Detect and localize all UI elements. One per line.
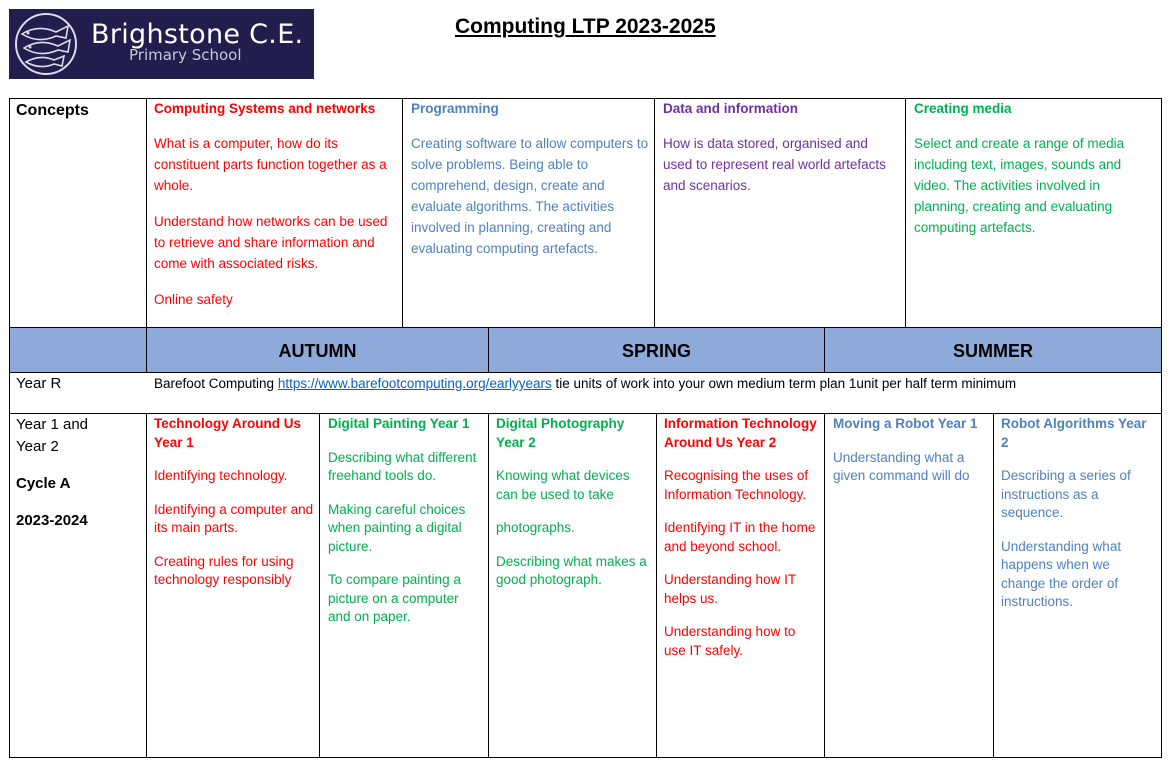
table-column-rule [319,413,320,758]
unit-item: Identifying a computer and its main parts. [154,501,314,535]
unit-heading: Digital Photography Year 2 [496,416,625,450]
logo-school-name: Brighstone C.E. [91,19,304,50]
table-column-rule [656,413,657,758]
unit-item: Creating rules for using technology responsibly [154,553,294,587]
barefoot-link[interactable]: https://www.barefootcomputing.org/earlyyears [277,376,552,391]
unit-heading: Digital Painting Year 1 [328,416,470,431]
unit-heading: Robot Algorithms Year 2 [1001,416,1147,450]
unit-heading: Information Technology Around Us Year 2 [664,416,817,450]
unit-item: To compare painting a picture on a computer and on paper. [328,572,461,624]
year12-label-line2: Year 2 [16,438,59,455]
table-column-rule [488,413,489,758]
unit-moving-a-robot [833,415,989,486]
unit-digital-photography [496,415,652,590]
year-r-label: Year R [16,375,62,392]
year-r-text-before: Barefoot Computing [154,376,278,391]
concept-text: Understand how networks can be used to retrieve and share information and come with associated risks. [154,214,388,271]
table-column-rule [146,413,147,758]
table-border-right [1161,98,1162,758]
logo-school-subtitle: Primary School [129,46,242,64]
year-r-text [154,374,1154,393]
table-column-rule [488,327,489,373]
table-rule [9,372,1162,373]
concept-heading: Computing Systems and networks [154,101,376,116]
unit-item: Understanding what a given command will do [833,449,970,483]
cycle-label: Cycle A [16,475,71,492]
unit-item: Making careful choices when painting a digital picture. [328,501,466,554]
unit-item: Describing what different freehand tools do. [328,449,477,483]
table-column-rule [824,327,825,373]
concept-heading: Programming [411,101,499,116]
unit-item: Knowing what devices can be used to take [496,468,630,502]
concept-text: Online safety [154,292,233,307]
concept-text: What is a computer, how do its constituent parts function together as a whole. [154,136,387,193]
unit-item: Describing what makes a good photograph. [496,553,647,587]
table-column-rule [146,98,147,373]
unit-information-technology [664,415,820,660]
table-column-rule [824,413,825,758]
unit-heading: Technology Around Us Year 1 [154,416,301,450]
unit-item: photographs. [496,520,575,535]
concept-creating-media [914,99,1154,238]
table-column-rule [654,98,655,328]
unit-item: Identifying IT in the home and beyond school. [664,520,816,554]
concepts-label: Concepts [16,102,89,119]
unit-heading: Moving a Robot Year 1 [833,416,978,431]
unit-item: Identifying technology. [154,468,288,483]
school-logo [9,9,314,79]
table-border-top [9,98,1162,99]
table-column-rule [402,98,403,328]
table-border-left [9,98,10,758]
concept-text: Creating software to allow computers to solve problems. Being able to comprehend, design, create and evaluate algorithms. The activities involved in planning, creating and evaluating computing artefacts. [411,136,649,256]
table-rule [9,327,1162,328]
unit-item: Describing a series of instructions as a sequence. [1001,468,1131,520]
concept-text: Select and create a range of media including text, images, sounds and video. The activities involved in planning, creating and evaluating computing artefacts. [914,136,1125,235]
table-column-rule [905,98,906,328]
table-column-rule [993,413,994,758]
table-border-bottom [9,757,1162,758]
season-spring: SPRING [621,340,691,361]
year12-label [16,414,141,532]
unit-item: Understanding how IT helps us. [664,572,796,606]
unit-technology-around-us [154,415,314,590]
concept-text: How is data stored, organised and used to represent real world artefacts and scenarios. [663,136,886,193]
concept-heading: Creating media [914,101,1012,116]
table-rule [9,413,1162,414]
document-title: Computing LTP 2023-2025 [455,15,716,38]
season-summer: SUMMER [953,340,1033,361]
concept-heading: Data and information [663,101,799,116]
fish-emblem-icon [12,12,80,76]
cycle-years: 2023-2024 [16,512,88,529]
unit-robot-algorithms [1001,415,1157,612]
unit-item: Understanding what happens when we change the order of instructions. [1001,538,1122,609]
concept-data-information [663,99,899,196]
year12-label-line1: Year 1 and [16,416,89,433]
unit-item: Understanding how to use IT safely. [664,624,796,658]
season-autumn: AUTUMN [278,340,357,361]
concept-computing-systems [154,99,398,310]
year-r-text-after: tie units of work into your own medium term plan 1unit per half term minimum [551,376,1017,391]
unit-item: Recognising the uses of Information Technology. [664,468,809,502]
unit-digital-painting [328,415,484,627]
concept-programming [411,99,649,259]
